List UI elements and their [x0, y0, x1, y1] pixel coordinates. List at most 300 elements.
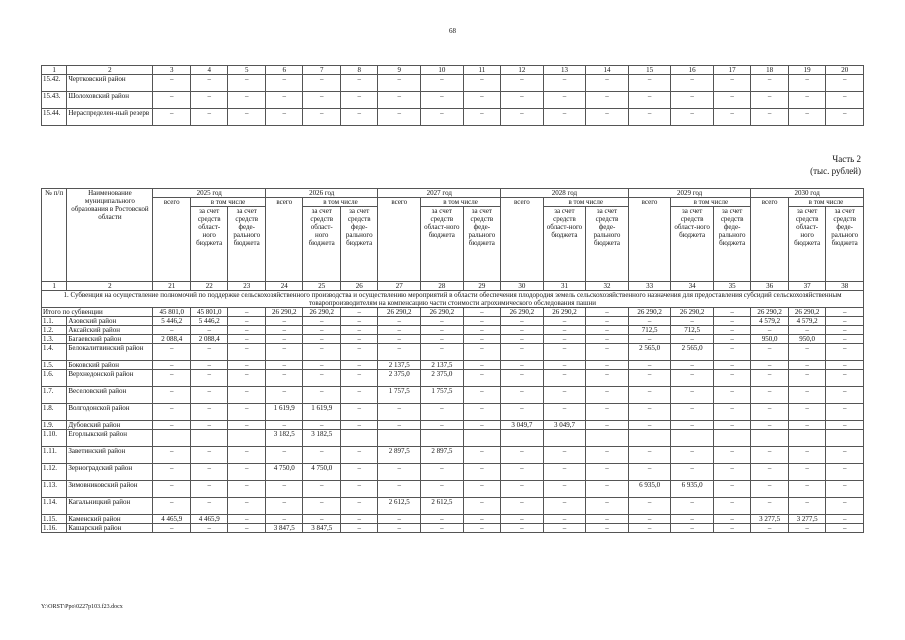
value-cell: –	[228, 404, 266, 421]
value-cell	[421, 430, 464, 447]
value-cell: 2 137,5	[421, 361, 464, 370]
header-number: № п/п	[42, 189, 67, 282]
header-year: 2026 год	[265, 189, 378, 198]
value-cell: –	[378, 464, 421, 481]
value-cell: –	[378, 524, 421, 533]
table-row	[42, 447, 864, 464]
value-cell: 4 579,2	[751, 317, 789, 326]
table-row	[42, 421, 864, 430]
value-cell: –	[788, 344, 826, 361]
value-cell: 26 290,2	[788, 308, 826, 317]
header-including: в том числе	[543, 198, 628, 207]
value-cell: 3 847,5	[265, 524, 303, 533]
value-cell: 2 375,0	[421, 370, 464, 387]
value-cell: 3 049,7	[543, 421, 586, 430]
value-cell: –	[751, 498, 789, 515]
value-cell: –	[340, 75, 378, 92]
value-cell: –	[463, 498, 501, 515]
district-name: Дубовский район	[67, 421, 153, 430]
header-total: всего	[265, 198, 303, 282]
column-number: 2	[67, 282, 153, 291]
header-year: 2025 год	[153, 189, 266, 198]
value-cell: –	[543, 361, 586, 370]
value-cell: –	[586, 75, 629, 92]
value-cell: –	[586, 498, 629, 515]
table-row	[42, 317, 864, 326]
value-cell: –	[586, 524, 629, 533]
table-row	[42, 308, 864, 317]
value-cell: –	[501, 317, 544, 326]
value-cell: –	[303, 344, 341, 361]
column-number: 8	[340, 66, 378, 75]
value-cell: –	[586, 447, 629, 464]
value-cell	[671, 430, 714, 447]
value-cell: –	[421, 464, 464, 481]
value-cell: –	[826, 515, 864, 524]
value-cell: 1 757,5	[421, 387, 464, 404]
district-name: Веселовский район	[67, 387, 153, 404]
value-cell: –	[501, 447, 544, 464]
value-cell: –	[628, 404, 671, 421]
part-unit: (тыс. рублей)	[810, 166, 861, 176]
value-cell: –	[378, 515, 421, 524]
value-cell: –	[463, 387, 501, 404]
district-name: Егорлыкский район	[67, 430, 153, 447]
value-cell: 1 757,5	[378, 387, 421, 404]
value-cell: –	[463, 317, 501, 326]
row-number: 1.4.	[42, 344, 67, 361]
value-cell: –	[713, 370, 751, 387]
value-cell: –	[153, 370, 191, 387]
header-regional-budget: за счет средств област-ного бюджета	[190, 207, 228, 282]
column-number: 17	[713, 66, 751, 75]
value-cell: –	[340, 335, 378, 344]
column-number: 5	[228, 66, 266, 75]
value-cell: –	[826, 361, 864, 370]
value-cell: –	[751, 387, 789, 404]
column-number: 24	[265, 282, 303, 291]
value-cell: –	[303, 75, 341, 92]
value-cell: –	[190, 421, 228, 430]
value-cell: –	[463, 464, 501, 481]
value-cell: –	[378, 92, 421, 109]
value-cell: 3 182,5	[303, 430, 341, 447]
header-regional-budget: за счет средств област-ного бюджета	[421, 207, 464, 282]
district-name: Боковский район	[67, 361, 153, 370]
value-cell: –	[378, 421, 421, 430]
value-cell: –	[421, 344, 464, 361]
value-cell: –	[628, 498, 671, 515]
column-number: 22	[190, 282, 228, 291]
district-name: Белокалитвинский район	[67, 344, 153, 361]
district-name: Багаевский район	[67, 335, 153, 344]
value-cell: –	[543, 326, 586, 335]
value-cell: 6 935,0	[671, 481, 714, 498]
value-cell: 5 446,2	[190, 317, 228, 326]
table-row	[42, 109, 864, 126]
column-number: 27	[378, 282, 421, 291]
value-cell: 5 446,2	[153, 317, 191, 326]
value-cell: –	[228, 524, 266, 533]
value-cell: –	[378, 109, 421, 126]
value-cell: 2 897,5	[378, 447, 421, 464]
value-cell: –	[421, 404, 464, 421]
value-cell	[228, 430, 266, 447]
column-number: 14	[586, 66, 629, 75]
value-cell: –	[228, 447, 266, 464]
value-cell: –	[153, 464, 191, 481]
value-cell: –	[671, 464, 714, 481]
value-cell: –	[788, 464, 826, 481]
table-row	[42, 498, 864, 515]
value-cell: –	[751, 421, 789, 430]
table-row	[42, 361, 864, 370]
value-cell: –	[826, 335, 864, 344]
value-cell: –	[421, 421, 464, 430]
value-cell: –	[463, 308, 501, 317]
value-cell: –	[586, 92, 629, 109]
value-cell: –	[826, 75, 864, 92]
column-number: 6	[265, 66, 303, 75]
value-cell	[501, 430, 544, 447]
value-cell: –	[501, 344, 544, 361]
value-cell: –	[340, 404, 378, 421]
header-including: в том числе	[788, 198, 863, 207]
value-cell: –	[265, 317, 303, 326]
part-label	[810, 153, 861, 177]
row-number: 15.43.	[42, 92, 67, 109]
value-cell: –	[713, 447, 751, 464]
value-cell: –	[751, 524, 789, 533]
value-cell: –	[586, 317, 629, 326]
value-cell: –	[543, 344, 586, 361]
value-cell: –	[303, 387, 341, 404]
value-cell: 3 049,7	[501, 421, 544, 430]
column-number: 37	[788, 282, 826, 291]
value-cell: –	[543, 109, 586, 126]
value-cell: 3 847,5	[303, 524, 341, 533]
value-cell: –	[501, 75, 544, 92]
value-cell: –	[628, 361, 671, 370]
value-cell: –	[463, 421, 501, 430]
column-number: 1	[42, 282, 67, 291]
value-cell: –	[543, 370, 586, 387]
value-cell: –	[463, 404, 501, 421]
column-number: 31	[543, 282, 586, 291]
district-name: Зимовниковский район	[67, 481, 153, 498]
value-cell: –	[190, 92, 228, 109]
value-cell	[628, 430, 671, 447]
value-cell: –	[826, 109, 864, 126]
value-cell: 4 465,9	[190, 515, 228, 524]
value-cell: –	[228, 92, 266, 109]
value-cell: –	[751, 361, 789, 370]
value-cell: –	[788, 75, 826, 92]
column-number: 9	[378, 66, 421, 75]
value-cell: –	[671, 498, 714, 515]
value-cell: –	[265, 344, 303, 361]
value-cell: –	[628, 524, 671, 533]
value-cell: –	[751, 92, 789, 109]
header-row	[42, 189, 864, 198]
row-number: 1.10.	[42, 430, 67, 447]
district-name: Аксайский район	[67, 326, 153, 335]
column-number: 12	[501, 66, 544, 75]
column-number: 23	[228, 282, 266, 291]
value-cell: –	[586, 464, 629, 481]
district-name: Волгодонской район	[67, 404, 153, 421]
header-total: всего	[153, 198, 191, 282]
value-cell: –	[671, 387, 714, 404]
value-cell: –	[751, 370, 789, 387]
header-name: Наименование муниципального образования в Ростовской области	[67, 189, 153, 282]
value-cell: –	[463, 109, 501, 126]
value-cell: 1 619,9	[265, 404, 303, 421]
value-cell: –	[303, 92, 341, 109]
value-cell: –	[501, 515, 544, 524]
value-cell: 2 565,0	[628, 344, 671, 361]
row-number: 1.16.	[42, 524, 67, 533]
value-cell: –	[501, 326, 544, 335]
value-cell: –	[788, 404, 826, 421]
value-cell: –	[713, 75, 751, 92]
row-number: 1.11.	[42, 447, 67, 464]
row-number: 1.6.	[42, 370, 67, 387]
value-cell: –	[303, 109, 341, 126]
header-year: 2030 год	[751, 189, 864, 198]
value-cell: –	[671, 524, 714, 533]
value-cell: –	[153, 524, 191, 533]
district-name: Шолоховский район	[67, 92, 153, 109]
value-cell: 26 290,2	[378, 308, 421, 317]
value-cell	[340, 430, 378, 447]
value-cell: –	[153, 447, 191, 464]
value-cell: –	[586, 344, 629, 361]
value-cell: –	[190, 344, 228, 361]
value-cell: –	[751, 481, 789, 498]
value-cell: 2 375,0	[378, 370, 421, 387]
district-name: Чертковский район	[67, 75, 153, 92]
value-cell: –	[340, 515, 378, 524]
value-cell	[586, 430, 629, 447]
district-name: Заветинский район	[67, 447, 153, 464]
district-name: Кагальницкий район	[67, 498, 153, 515]
value-cell: –	[788, 370, 826, 387]
value-cell: –	[265, 387, 303, 404]
value-cell: –	[190, 75, 228, 92]
value-cell: –	[265, 498, 303, 515]
value-cell: –	[463, 515, 501, 524]
value-cell: 2 137,5	[378, 361, 421, 370]
subvention-table	[41, 188, 864, 533]
value-cell: 2 612,5	[421, 498, 464, 515]
row-number: 1.3.	[42, 335, 67, 344]
value-cell: –	[671, 317, 714, 326]
value-cell: 4 750,0	[303, 464, 341, 481]
value-cell: 2 088,4	[190, 335, 228, 344]
header-total: всего	[751, 198, 789, 282]
value-cell: –	[153, 92, 191, 109]
header-regional-budget: за счет средств област-ного бюджета	[788, 207, 826, 282]
column-number: 35	[713, 282, 751, 291]
district-name: Нераспределен-ный резерв	[67, 109, 153, 126]
district-name: Верхнедонской район	[67, 370, 153, 387]
value-cell: –	[421, 92, 464, 109]
value-cell: –	[751, 109, 789, 126]
value-cell: 2 897,5	[421, 447, 464, 464]
value-cell: –	[788, 92, 826, 109]
column-number: 19	[788, 66, 826, 75]
value-cell: –	[421, 75, 464, 92]
value-cell: 26 290,2	[543, 308, 586, 317]
value-cell: –	[713, 421, 751, 430]
value-cell: –	[543, 447, 586, 464]
value-cell: 6 935,0	[628, 481, 671, 498]
value-cell: –	[501, 464, 544, 481]
value-cell: –	[671, 109, 714, 126]
header-federal-budget: за счет средств феде-рального бюджета	[586, 207, 629, 282]
value-cell: –	[826, 370, 864, 387]
value-cell: –	[713, 404, 751, 421]
value-cell: –	[788, 387, 826, 404]
value-cell: –	[543, 335, 586, 344]
value-cell: –	[303, 481, 341, 498]
value-cell: –	[421, 326, 464, 335]
value-cell: 26 290,2	[265, 308, 303, 317]
value-cell: –	[628, 335, 671, 344]
table-row	[42, 430, 864, 447]
table-row	[42, 404, 864, 421]
table-row	[42, 524, 864, 533]
value-cell: –	[340, 317, 378, 326]
value-cell: –	[228, 481, 266, 498]
header-including: в том числе	[190, 198, 265, 207]
header-year: 2028 год	[501, 189, 629, 198]
row-number: 1.14.	[42, 498, 67, 515]
value-cell: –	[501, 498, 544, 515]
header-federal-budget: за счет средств феде-рального бюджета	[463, 207, 501, 282]
value-cell: –	[671, 335, 714, 344]
value-cell: –	[826, 464, 864, 481]
value-cell: –	[153, 361, 191, 370]
header-including: в том числе	[421, 198, 501, 207]
value-cell: –	[463, 481, 501, 498]
value-cell: –	[751, 464, 789, 481]
value-cell: –	[463, 335, 501, 344]
column-number: 11	[463, 66, 501, 75]
column-number: 3	[153, 66, 191, 75]
value-cell: –	[751, 75, 789, 92]
value-cell: –	[265, 370, 303, 387]
value-cell: 2 088,4	[153, 335, 191, 344]
value-cell: –	[713, 481, 751, 498]
value-cell: –	[303, 317, 341, 326]
value-cell: 3 277,5	[751, 515, 789, 524]
header-federal-budget: за счет средств феде-рального бюджета	[713, 207, 751, 282]
value-cell: –	[543, 387, 586, 404]
column-numbers-row	[42, 282, 864, 291]
row-number: 1.9.	[42, 421, 67, 430]
value-cell: –	[543, 481, 586, 498]
value-cell: –	[228, 515, 266, 524]
value-cell: –	[378, 326, 421, 335]
value-cell: –	[153, 421, 191, 430]
value-cell: –	[228, 326, 266, 335]
value-cell: –	[190, 447, 228, 464]
value-cell: –	[190, 524, 228, 533]
value-cell: –	[228, 387, 266, 404]
value-cell	[751, 430, 789, 447]
table-row	[42, 387, 864, 404]
district-name: Зерноградский район	[67, 464, 153, 481]
value-cell: –	[713, 498, 751, 515]
value-cell: –	[788, 421, 826, 430]
value-cell: –	[586, 404, 629, 421]
district-name: Азовский район	[67, 317, 153, 326]
file-path-footer: Y:\ORST\Ppo\0227p103.f23.docx	[41, 604, 123, 610]
value-cell	[153, 430, 191, 447]
header-row	[42, 66, 864, 75]
value-cell: –	[826, 524, 864, 533]
header-including: в том числе	[671, 198, 751, 207]
value-cell: –	[713, 344, 751, 361]
value-cell: –	[421, 524, 464, 533]
value-cell: –	[265, 361, 303, 370]
value-cell: –	[543, 464, 586, 481]
value-cell: –	[340, 370, 378, 387]
value-cell: –	[265, 92, 303, 109]
value-cell: –	[228, 308, 266, 317]
value-cell: –	[713, 361, 751, 370]
value-cell: 1 619,9	[303, 404, 341, 421]
value-cell: –	[671, 361, 714, 370]
value-cell: –	[826, 308, 864, 317]
value-cell: –	[153, 498, 191, 515]
value-cell: –	[153, 387, 191, 404]
value-cell: –	[421, 515, 464, 524]
value-cell: –	[303, 370, 341, 387]
value-cell: –	[265, 447, 303, 464]
value-cell: 26 290,2	[671, 308, 714, 317]
value-cell: –	[671, 515, 714, 524]
column-number: 1	[42, 66, 67, 75]
table-row	[42, 75, 864, 92]
value-cell	[378, 430, 421, 447]
page-number: 68	[449, 27, 456, 35]
value-cell: –	[713, 308, 751, 317]
row-number: 1.2.	[42, 326, 67, 335]
value-cell: –	[543, 75, 586, 92]
value-cell: –	[628, 109, 671, 126]
column-number: 16	[671, 66, 714, 75]
value-cell: 3 182,5	[265, 430, 303, 447]
value-cell: –	[265, 515, 303, 524]
value-cell: –	[501, 481, 544, 498]
header-federal-budget: за счет средств феде-рального бюджета	[826, 207, 864, 282]
value-cell: –	[751, 326, 789, 335]
row-number: 15.42.	[42, 75, 67, 92]
value-cell: 2 612,5	[378, 498, 421, 515]
column-number: 15	[628, 66, 671, 75]
value-cell	[463, 430, 501, 447]
value-cell: –	[586, 515, 629, 524]
value-cell	[788, 430, 826, 447]
value-cell: –	[543, 317, 586, 326]
value-cell: –	[586, 481, 629, 498]
section-row	[42, 291, 864, 308]
header-total: всего	[628, 198, 671, 282]
column-number: 20	[826, 66, 864, 75]
